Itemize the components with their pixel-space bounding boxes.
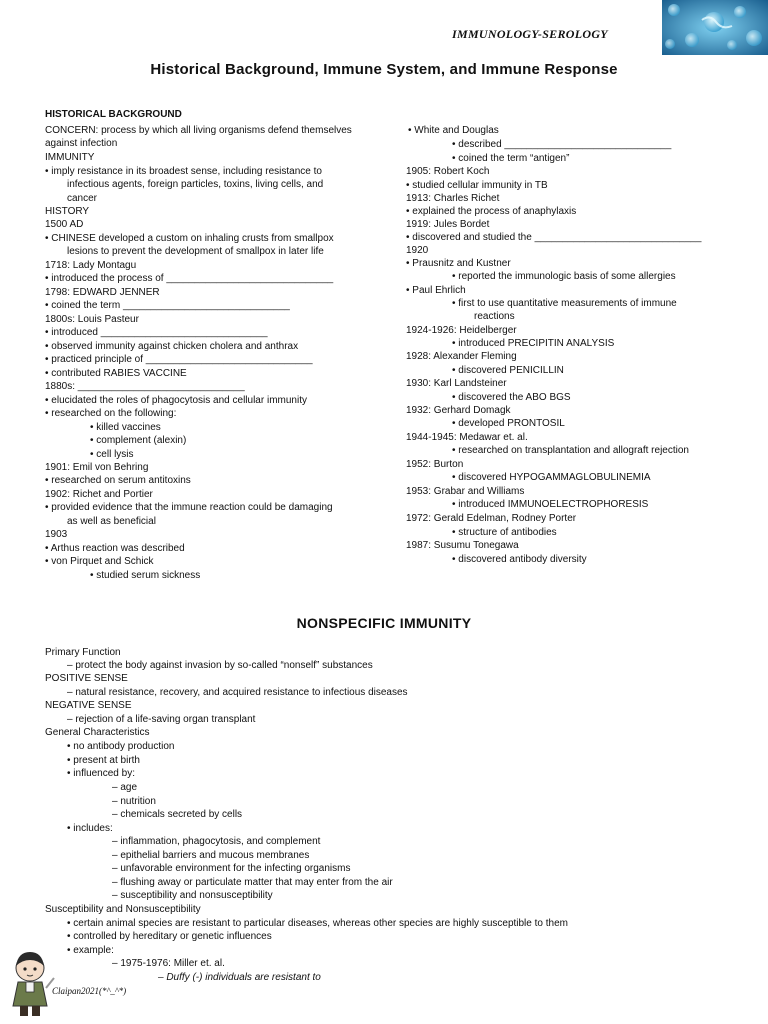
- nonspecific-line: – rejection of a life-saving organ transplant: [67, 714, 256, 725]
- section-heading-nonspecific: NONSPECIFIC IMMUNITY: [296, 615, 472, 631]
- left-col-line: 1500 AD: [45, 219, 84, 230]
- left-col-line: • introduced ______________________________: [45, 327, 268, 338]
- left-col-line: • researched on the following:: [45, 408, 177, 419]
- left-col-line: 1901: Emil von Behring: [45, 462, 149, 473]
- right-col-line: • discovered and studied the ______________________________: [406, 232, 702, 243]
- left-col-line: 1798: EDWARD JENNER: [45, 287, 160, 298]
- right-col-line: 1924-1926: Heidelberger: [406, 325, 517, 336]
- left-col-line: as well as beneficial: [67, 516, 156, 527]
- left-col-line: HISTORY: [45, 206, 90, 217]
- right-col-line: • White and Douglas: [408, 125, 499, 136]
- left-col-line: • provided evidence that the immune reaction could be damaging: [45, 502, 333, 513]
- right-col-line: • researched on transplantation and allograft rejection: [452, 445, 689, 456]
- left-col-line: 1903: [45, 529, 68, 540]
- nonspecific-line: – natural resistance, recovery, and acquired resistance to infectious diseases: [67, 687, 408, 698]
- left-col-line: IMMUNITY: [45, 152, 95, 163]
- left-col-line: • researched on serum antitoxins: [45, 475, 191, 486]
- right-col-line: 1905: Robert Koch: [406, 166, 490, 177]
- cells-thumbnail-image: [662, 0, 768, 55]
- left-col-line: infectious agents, foreign particles, toxins, living cells, and: [67, 179, 324, 190]
- page-title: Historical Background, Immune System, and Immune Response: [150, 61, 618, 78]
- nonspecific-line: – Duffy (-) individuals are resistant to: [158, 972, 321, 983]
- left-col-line: 1800s: Louis Pasteur: [45, 314, 139, 325]
- left-col-line: lesions to prevent the development of smallpox in later life: [67, 246, 324, 257]
- right-col-line: • described ______________________________: [452, 139, 672, 150]
- nonspecific-line: • influenced by:: [67, 768, 135, 779]
- left-col-line: • complement (alexin): [90, 435, 187, 446]
- left-col-line: • introduced the process of ______________________________: [45, 273, 334, 284]
- right-col-line: • first to use quantitative measurements of immune: [452, 298, 677, 309]
- left-col-line: • von Pirquet and Schick: [45, 556, 154, 567]
- right-col-line: • structure of antibodies: [452, 527, 557, 538]
- right-col-line: • introduced IMMUNOELECTROPHORESIS: [452, 499, 649, 510]
- left-col-line: • observed immunity against chicken cholera and anthrax: [45, 341, 299, 352]
- nonspecific-line: – unfavorable environment for the infecting organisms: [112, 863, 351, 874]
- right-col-line: 1953: Grabar and Williams: [406, 486, 525, 497]
- left-col-line: • Arthus reaction was described: [45, 543, 185, 554]
- left-col-line: 1902: Richet and Portier: [45, 489, 153, 500]
- right-col-line: reactions: [474, 311, 515, 322]
- left-col-line: 1880s: ______________________________: [45, 381, 245, 392]
- chibi-character-illustration: [4, 948, 56, 1018]
- left-col-line: cancer: [67, 193, 98, 204]
- left-col-line: • CHINESE developed a custom on inhaling crusts from smallpox: [45, 233, 334, 244]
- right-col-line: 1944-1945: Medawar et. al.: [406, 432, 528, 443]
- nonspecific-line: – susceptibility and nonsusceptibility: [112, 890, 273, 901]
- right-col-line: • coined the term “antigen”: [452, 153, 570, 164]
- right-col-line: • discovered PENICILLIN: [452, 365, 564, 376]
- nonspecific-line: – flushing away or particulate matter that may enter from the air: [112, 877, 393, 888]
- left-col-line: CONCERN: process by which all living organisms defend themselves: [45, 125, 352, 136]
- right-col-line: 1952: Burton: [406, 459, 464, 470]
- right-col-line: 1920: [406, 245, 429, 256]
- nonspecific-line: – nutrition: [112, 796, 156, 807]
- nonspecific-line: – chemicals secreted by cells: [112, 809, 243, 820]
- nonspecific-line: • includes:: [67, 823, 113, 834]
- left-col-line: • killed vaccines: [90, 422, 161, 433]
- nonspecific-line: • controlled by hereditary or genetic influences: [67, 931, 272, 942]
- right-col-line: • discovered antibody diversity: [452, 554, 587, 565]
- nonspecific-line: • example:: [67, 945, 114, 956]
- right-col-line: • Paul Ehrlich: [406, 285, 466, 296]
- right-col-line: 1987: Susumu Tonegawa: [406, 540, 519, 551]
- left-col-line: 1718: Lady Montagu: [45, 260, 137, 271]
- nonspecific-line: POSITIVE SENSE: [45, 673, 128, 684]
- right-col-line: • discovered the ABO BGS: [452, 392, 571, 403]
- right-col-line: 1913: Charles Richet: [406, 193, 500, 204]
- left-col-line: • cell lysis: [90, 449, 134, 460]
- left-col-line: • studied serum sickness: [90, 570, 201, 581]
- nonspecific-line: General Characteristics: [45, 727, 150, 738]
- section-heading-historical: HISTORICAL BACKGROUND: [45, 109, 182, 120]
- nonspecific-line: – inflammation, phagocytosis, and complement: [112, 836, 321, 847]
- signature: Claipan2021(*^_^*): [52, 986, 127, 996]
- right-col-line: • discovered HYPOGAMMAGLOBULINEMIA: [452, 472, 651, 483]
- left-col-line: against infection: [45, 138, 118, 149]
- right-col-line: • reported the immunologic basis of some allergies: [452, 271, 676, 282]
- nonspecific-line: • no antibody production: [67, 741, 175, 752]
- nonspecific-line: • certain animal species are resistant to particular diseases, whereas other species are highly susceptible to them: [67, 918, 568, 929]
- right-col-line: 1919: Jules Bordet: [406, 219, 490, 230]
- right-col-line: • developed PRONTOSIL: [452, 418, 565, 429]
- nonspecific-line: – epithelial barriers and mucous membranes: [112, 850, 310, 861]
- left-col-line: • contributed RABIES VACCINE: [45, 368, 187, 379]
- left-col-line: • coined the term ______________________________: [45, 300, 290, 311]
- nonspecific-line: – age: [112, 782, 138, 793]
- nonspecific-line: – protect the body against invasion by so-called “nonself” substances: [67, 660, 373, 671]
- course-header: IMMUNOLOGY-SEROLOGY: [452, 27, 608, 41]
- right-col-line: • explained the process of anaphylaxis: [406, 206, 577, 217]
- right-col-line: • introduced PRECIPITIN ANALYSIS: [452, 338, 615, 349]
- right-col-line: 1928: Alexander Fleming: [406, 351, 517, 362]
- nonspecific-line: • present at birth: [67, 755, 140, 766]
- right-col-line: 1932: Gerhard Domagk: [406, 405, 511, 416]
- nonspecific-line: Susceptibility and Nonsusceptibility: [45, 904, 201, 915]
- right-col-line: 1930: Karl Landsteiner: [406, 378, 507, 389]
- right-col-line: • studied cellular immunity in TB: [406, 180, 548, 191]
- right-col-line: 1972: Gerald Edelman, Rodney Porter: [406, 513, 577, 524]
- nonspecific-line: NEGATIVE SENSE: [45, 700, 132, 711]
- nonspecific-line: – 1975-1976: Miller et. al.: [112, 958, 225, 969]
- left-col-line: • elucidated the roles of phagocytosis and cellular immunity: [45, 395, 307, 406]
- left-col-line: • practiced principle of ______________________________: [45, 354, 313, 365]
- right-col-line: • Prausnitz and Kustner: [406, 258, 511, 269]
- left-col-line: • imply resistance in its broadest sense, including resistance to: [45, 166, 322, 177]
- nonspecific-line: Primary Function: [45, 647, 121, 658]
